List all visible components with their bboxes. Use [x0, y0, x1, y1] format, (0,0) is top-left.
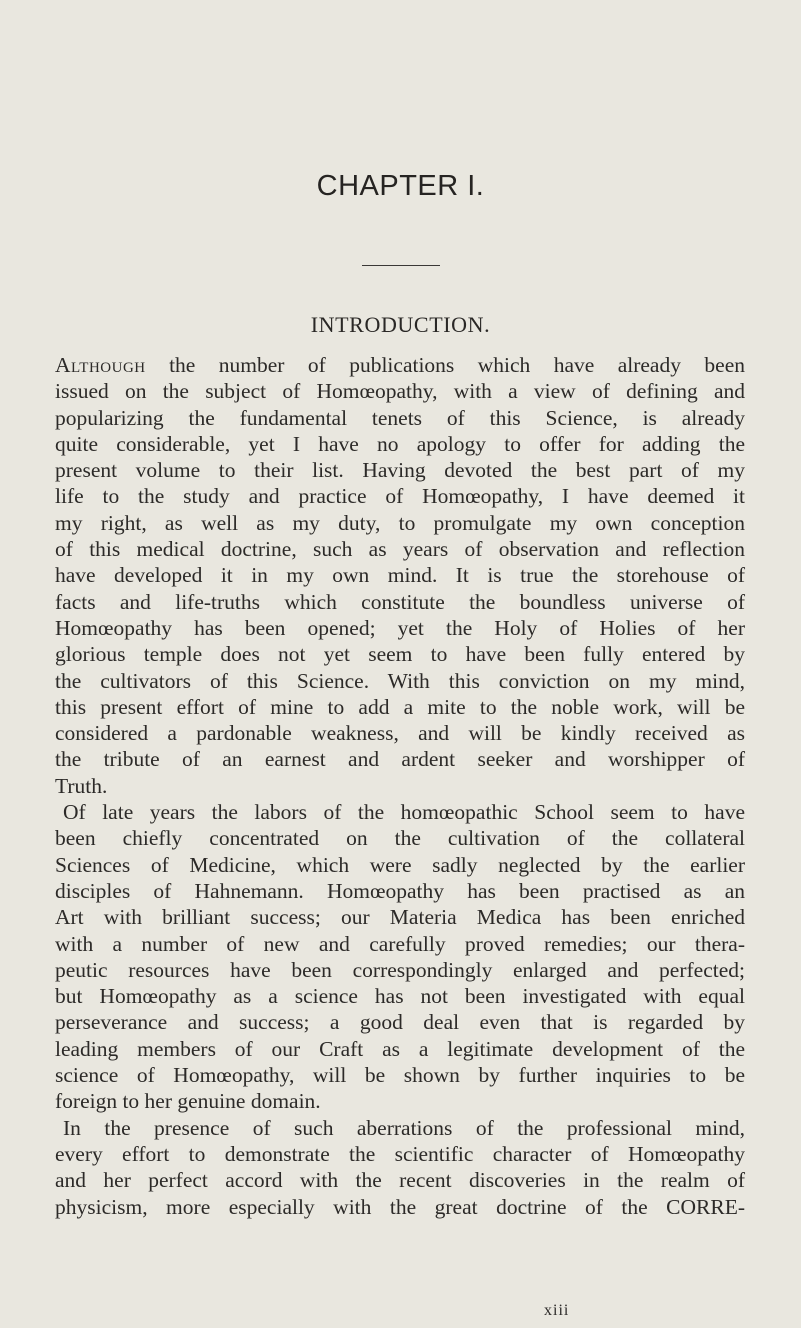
- paragraph-1-line: issued on the subject of Homœopathy, with a view of defining and: [55, 379, 745, 404]
- drop-word: Although: [55, 353, 146, 377]
- paragraph-3-line: and her perfect accord with the recent discoveries in the realm of: [55, 1168, 745, 1193]
- paragraph-1-line: quite considerable, yet I have no apology to offer for adding the: [55, 431, 745, 456]
- paragraph-1-line: glorious temple does not yet seem to have been fully entered by: [55, 642, 745, 667]
- paragraph-2-line: Sciences of Medicine, which were sadly neglected by the earlier: [55, 852, 745, 877]
- paragraph-2-line: perseverance and success; a good deal even that is regarded by: [55, 1010, 745, 1035]
- paragraph-1-line: of this medical doctrine, such as years of observation and reflection: [55, 537, 745, 562]
- paragraph-1-line: the cultivators of this Science. With this conviction on my mind,: [55, 668, 745, 693]
- paragraph-3-line: physicism, more especially with the great doctrine of the CORRE-: [55, 1194, 745, 1219]
- paragraph-2-line: peutic resources have been correspondingly enlarged and perfected;: [55, 957, 745, 982]
- title-divider: [362, 265, 440, 266]
- paragraph-1-line: life to the study and practice of Homœopathy, I have deemed it: [55, 484, 745, 509]
- paragraph-2-line: foreign to her genuine domain.: [55, 1089, 321, 1114]
- paragraph-1-line: my right, as well as my duty, to promulgate my own conception: [55, 510, 745, 535]
- paragraph-2-line: leading members of our Craft as a legitimate development of the: [55, 1036, 745, 1061]
- paragraph-2-line: with a number of new and carefully proved remedies; our thera-: [55, 931, 745, 956]
- paragraph-1-line-1: Although the number of publications which have already been: [55, 353, 745, 377]
- paragraph-2-line: been chiefly concentrated on the cultivation of the collateral: [55, 826, 745, 851]
- paragraph-1-line: the tribute of an earnest and ardent seeker and worshipper of: [55, 747, 745, 772]
- paragraph-1-line: Truth.: [55, 773, 108, 798]
- paragraph-2-line: but Homœopathy as a science has not been investigated with equal: [55, 984, 745, 1009]
- paragraph-1-line: this present effort of mine to add a mite to the noble work, will be: [55, 694, 745, 719]
- paragraph-1-line: considered a pardonable weakness, and will be kindly received as: [55, 721, 745, 746]
- page-number: xiii: [544, 1302, 570, 1319]
- section-title: INTRODUCTION.: [310, 312, 491, 337]
- paragraph-2-line: science of Homœopathy, will be shown by further inquiries to be: [55, 1063, 745, 1088]
- paragraph-1-line: Homœopathy has been opened; yet the Holy of Holies of her: [55, 615, 745, 640]
- paragraph-1-line: present volume to their list. Having devoted the best part of my: [55, 458, 745, 483]
- paragraph-1-line: popularizing the fundamental tenets of this Science, is already: [55, 405, 745, 430]
- paragraph-3-line: In the presence of such aberrations of the professional mind,: [63, 1115, 745, 1140]
- paragraph-2-line: Art with brilliant success; our Materia Medica has been enriched: [55, 905, 745, 930]
- paragraph-1-line: facts and life-truths which constitute the boundless universe of: [55, 589, 745, 614]
- paragraph-3-line: every effort to demonstrate the scientific character of Homœopathy: [55, 1141, 745, 1166]
- body-text: [55, 352, 745, 1220]
- paragraph-1-line: have developed it in my own mind. It is true the storehouse of: [55, 563, 745, 588]
- paragraph-2-line: Of late years the labors of the homœopathic School seem to have: [63, 800, 745, 825]
- chapter-title: CHAPTER I.: [316, 170, 485, 202]
- paragraph-2-line: disciples of Hahnemann. Homœopathy has been practised as an: [55, 878, 745, 903]
